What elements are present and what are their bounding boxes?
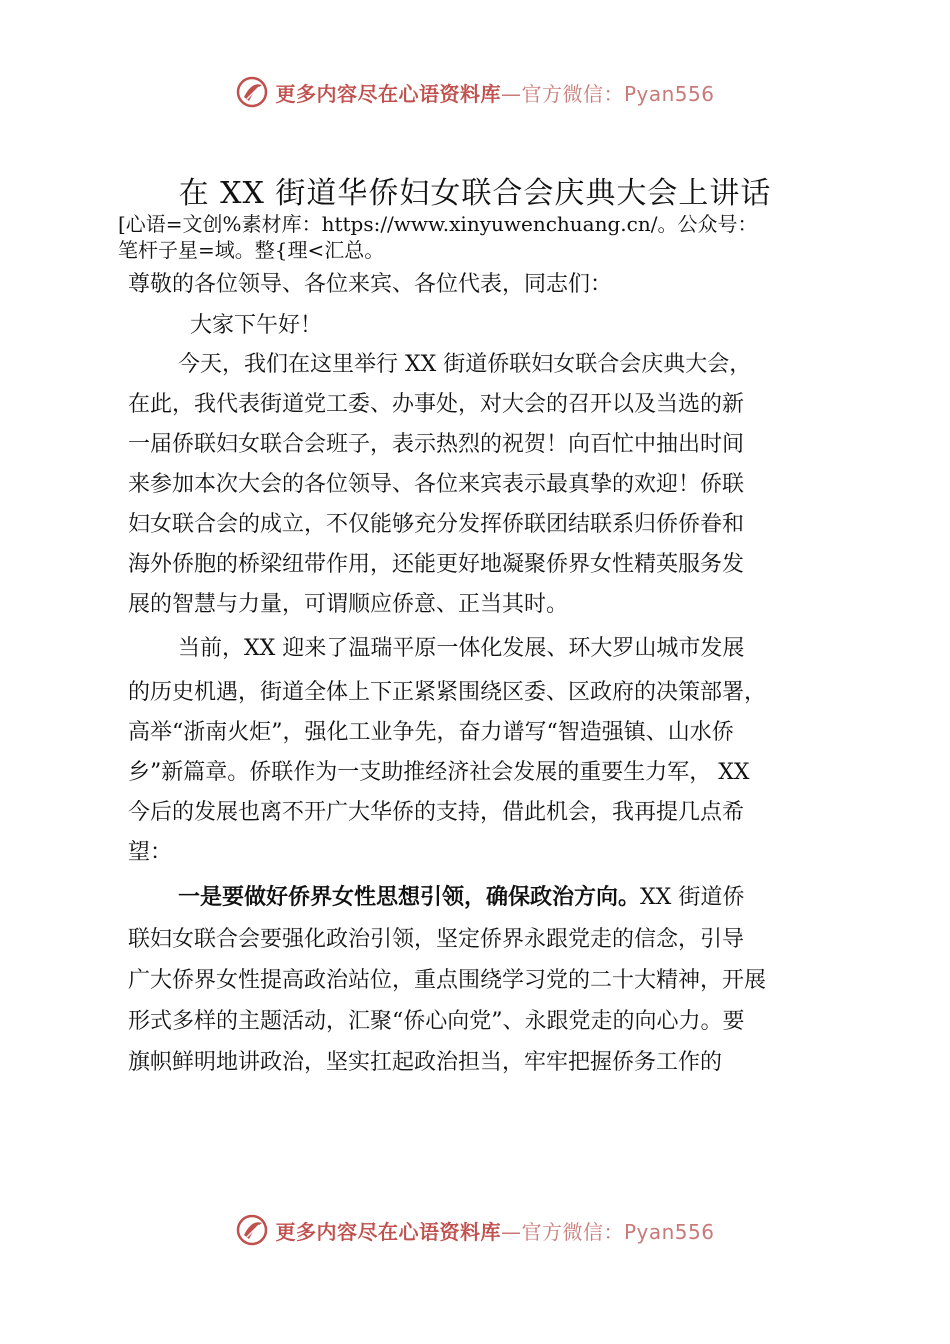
document-title: 在 XX 街道华侨妇女联合会庆典大会上讲话 (178, 176, 772, 211)
header-banner (0, 72, 950, 112)
paragraph-3-first-rest: XX 街道侨 (640, 885, 745, 910)
banner-sub-text: —官方微信：Pyan556 (500, 81, 715, 106)
paragraph-1-line: 海外侨胞的桥梁纽带作用，还能更好地凝聚侨界女性精英服务发 (128, 552, 745, 577)
paragraph-2-line: 望： (128, 840, 173, 865)
banner-main-text: 更多内容尽在心语资料库 (275, 1219, 501, 1244)
paragraph-1-line: 今天，我们在这里举行 XX 街道侨联妇女联合会庆典大会， (178, 352, 752, 377)
salutation: 尊敬的各位领导、各位来宾、各位代表，同志们： (128, 272, 613, 297)
paragraph-3-line: 形式多样的主题活动，汇聚“侨心向党”、永跟党走的向心力。要 (128, 1009, 745, 1034)
paragraph-2-line: 高举“浙南火炬”，强化工业争先，奋力谱写“智造强镇、山水侨 (128, 720, 734, 745)
paragraph-1-line: 一届侨联妇女联合会班子，表示热烈的祝贺！向百忙中抽出时间 (128, 432, 745, 457)
paragraph-3-line: 联妇女联合会要强化政治引领，坚定侨界永跟党走的信念，引导 (128, 927, 745, 952)
source-line-1: [心语=文创%素材库：https://www.xinyuwenchuang.cn/。公众号： (118, 212, 758, 236)
paragraph-2-line: 的历史机遇，街道全体上下正紧紧围绕区委、区政府的决策部署， (128, 680, 767, 705)
paragraph-2-line: 当前，XX 迎来了温瑞平原一体化发展、环大罗山城市发展 (178, 636, 745, 661)
paragraph-2-line: 今后的发展也离不开广大华侨的支持，借此机会，我再提几点希 (128, 800, 745, 825)
logo-icon (235, 1213, 269, 1247)
banner-text (275, 78, 714, 107)
banner-main-text: 更多内容尽在心语资料库 (275, 81, 501, 106)
paragraph-1-line: 在此，我代表街道党工委、办事处，对大会的召开以及当选的新 (128, 392, 745, 417)
banner-text (275, 1216, 714, 1245)
paragraph-2-line: 乡”新篇章。侨联作为一支助推经济社会发展的重要生力军， XX (128, 760, 750, 785)
greeting: 大家下午好！ (190, 313, 323, 338)
paragraph-1-line: 来参加本次大会的各位领导、各位来宾表示最真挚的欢迎！侨联 (128, 472, 745, 497)
paragraph-3-first-line (178, 883, 744, 913)
logo-icon (235, 75, 269, 109)
paragraph-1-line: 妇女联合会的成立，不仅能够充分发挥侨联团结联系归侨侨眷和 (128, 512, 745, 537)
source-line-2: 笔杆子星=域。整{理<汇总。 (118, 238, 385, 262)
footer-banner (0, 1210, 950, 1250)
paragraph-1-line: 展的智慧与力量，可谓顺应侨意、正当其时。 (128, 592, 569, 617)
paragraph-3-line: 广大侨界女性提高政治站位，重点围绕学习党的二十大精神，开展 (128, 968, 767, 993)
paragraph-3-heading: 一是要做好侨界女性思想引领，确保政治方向。 (178, 885, 641, 910)
banner-sub-text: —官方微信：Pyan556 (500, 1219, 715, 1244)
paragraph-3-line: 旗帜鲜明地讲政治，坚实扛起政治担当，牢牢把握侨务工作的 (128, 1050, 723, 1075)
